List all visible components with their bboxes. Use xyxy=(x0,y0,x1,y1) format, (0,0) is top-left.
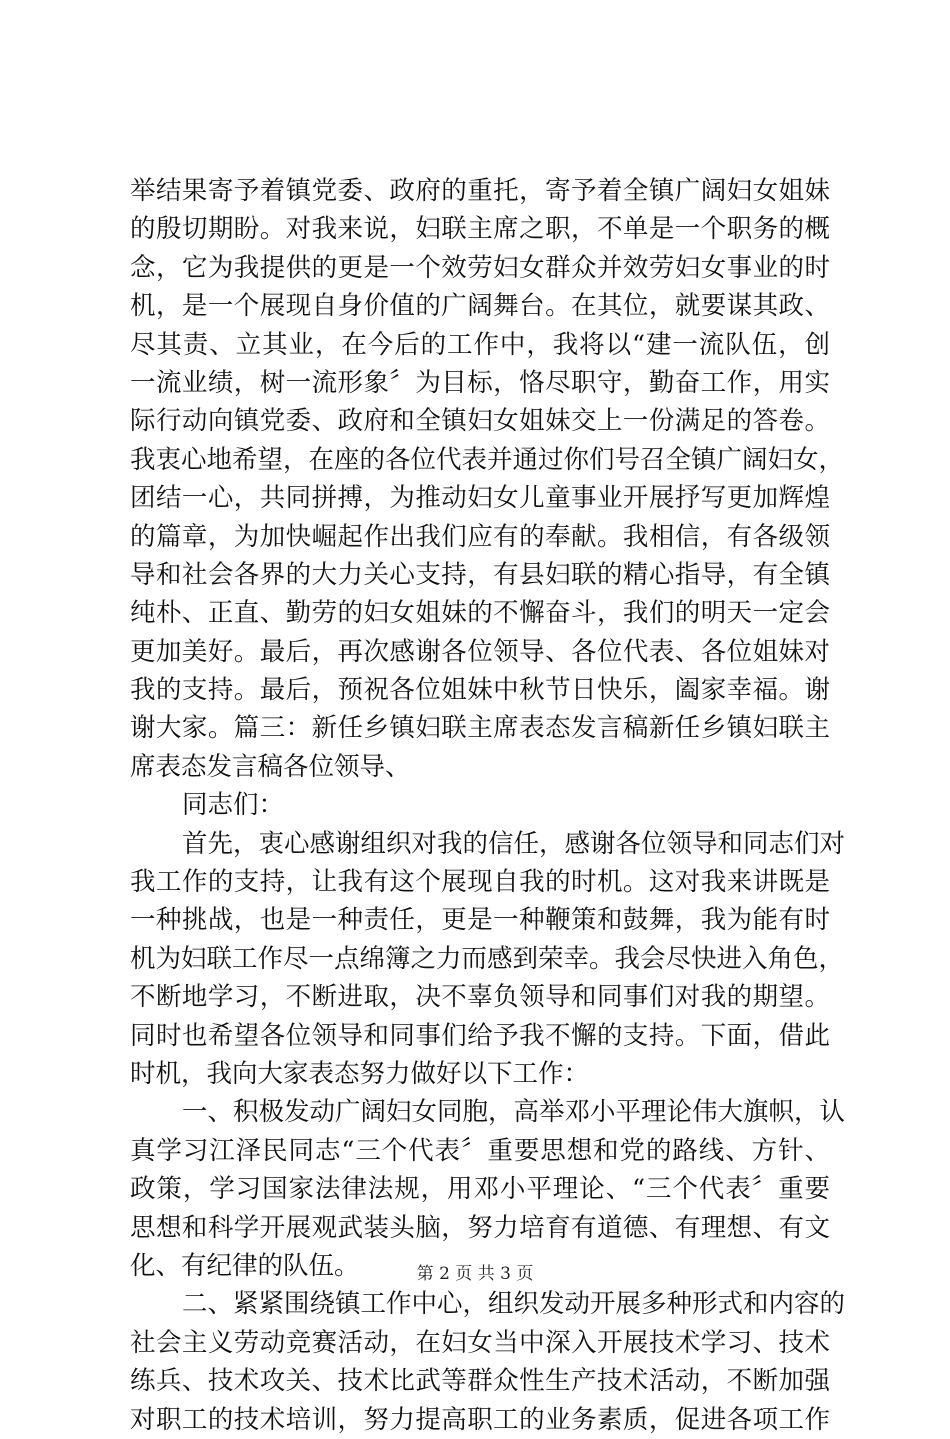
text-line: 真学习江泽民同志“三个代表〞重要思想和党的路线、方针、 xyxy=(130,1135,830,1166)
text-line: 对职工的技术培训，努力提高职工的业务素质，促进各项工作 xyxy=(130,1404,830,1435)
text-line: 更加美好。最后，再次感谢各位领导、各位代表、各位姐妹对 xyxy=(130,636,830,667)
text-line: 尽其责、立其业，在今后的工作中，我将以“建一流队伍，创 xyxy=(130,329,830,360)
text-line: 同志们： xyxy=(182,790,285,821)
text-line: 的篇章，为加快崛起作出我们应有的奉献。我相信，有各级领 xyxy=(130,521,830,552)
text-line: 二、紧紧围绕镇工作中心，组织发动开展多种形式和内容的 xyxy=(182,1289,846,1320)
text-line: 思想和科学开展观武装头脑，努力培育有道德、有理想、有文 xyxy=(130,1212,830,1243)
text-line: 一种挑战，也是一种责任，更是一种鞭策和鼓舞，我为能有时 xyxy=(130,905,830,936)
text-line: 举结果寄予着镇党委、政府的重托，寄予着全镇广阔妇女姐妹 xyxy=(130,176,830,206)
text-line: 的殷切期盼。对我来说，妇联主席之职，不单是一个职务的概 xyxy=(130,214,830,245)
text-line: 谢大家。篇三：新任乡镇妇联主席表态发言稿新任乡镇妇联主 xyxy=(130,713,830,744)
text-line: 导和社会各界的大力关心支持，有县妇联的精心指导，有全镇 xyxy=(130,559,830,590)
text-line: 我的支持。最后，预祝各位姐妹中秋节日快乐，阖家幸福。谢 xyxy=(130,675,830,706)
text-line: 我衷心地希望，在座的各位代表并通过你们号召全镇广阔妇女， xyxy=(130,444,845,475)
text-line: 机，是一个展现自身价值的广阔舞台。在其位，就要谋其政、 xyxy=(130,291,830,322)
text-line: 我工作的支持，让我有这个展现自我的时机。这对我来讲既是 xyxy=(130,867,830,898)
text-line: 同时也希望各位领导和同事们给予我不懈的支持。下面，借此 xyxy=(130,1020,830,1051)
text-line: 纯朴、正直、勤劳的妇女姐妹的不懈奋斗，我们的明天一定会 xyxy=(130,598,830,629)
text-line: 席表态发言稿各位领导、 xyxy=(130,751,411,782)
text-line: 团结一心，共同拼搏，为推动妇女儿童事业开展抒写更加辉煌 xyxy=(130,483,830,514)
text-line: 际行动向镇党委、政府和全镇妇女姐妹交上一份满足的答卷。 xyxy=(130,406,830,437)
text-line: 政策，学习国家法律法规，用邓小平理论、“三个代表〞重要 xyxy=(130,1174,830,1205)
text-line: 首先，衷心感谢组织对我的信任，感谢各位领导和同志们对 xyxy=(182,828,846,859)
text-line: 社会主义劳动竞赛活动，在妇女当中深入开展技术学习、技术 xyxy=(130,1327,830,1358)
body-text xyxy=(130,172,846,1439)
text-line: 机为妇联工作尽一点绵簿之力而感到荣幸。我会尽快进入角色， xyxy=(130,943,845,974)
text-line: 念，它为我提供的更是一个效劳妇女群众并效劳妇女事业的时 xyxy=(130,252,830,283)
text-line: 化、有纪律的队伍。 xyxy=(130,1250,360,1281)
text-line: 一流业绩，树一流形象〞为目标，恪尽职守，勤奋工作，用实 xyxy=(130,367,830,398)
text-line: 练兵、技术攻关、技术比武等群众性生产技术活动，不断加强 xyxy=(130,1366,830,1397)
text-line: 一、积极发动广阔妇女同胞，高举邓小平理论伟大旗帜，认 xyxy=(182,1097,846,1128)
page-footer: 第 2 页 共 3 页 xyxy=(416,1264,534,1284)
text-line: 时机，我向大家表态努力做好以下工作： xyxy=(130,1058,590,1089)
text-line: 不断地学习，不断进取，决不辜负领导和同事们对我的期望。 xyxy=(130,982,830,1013)
